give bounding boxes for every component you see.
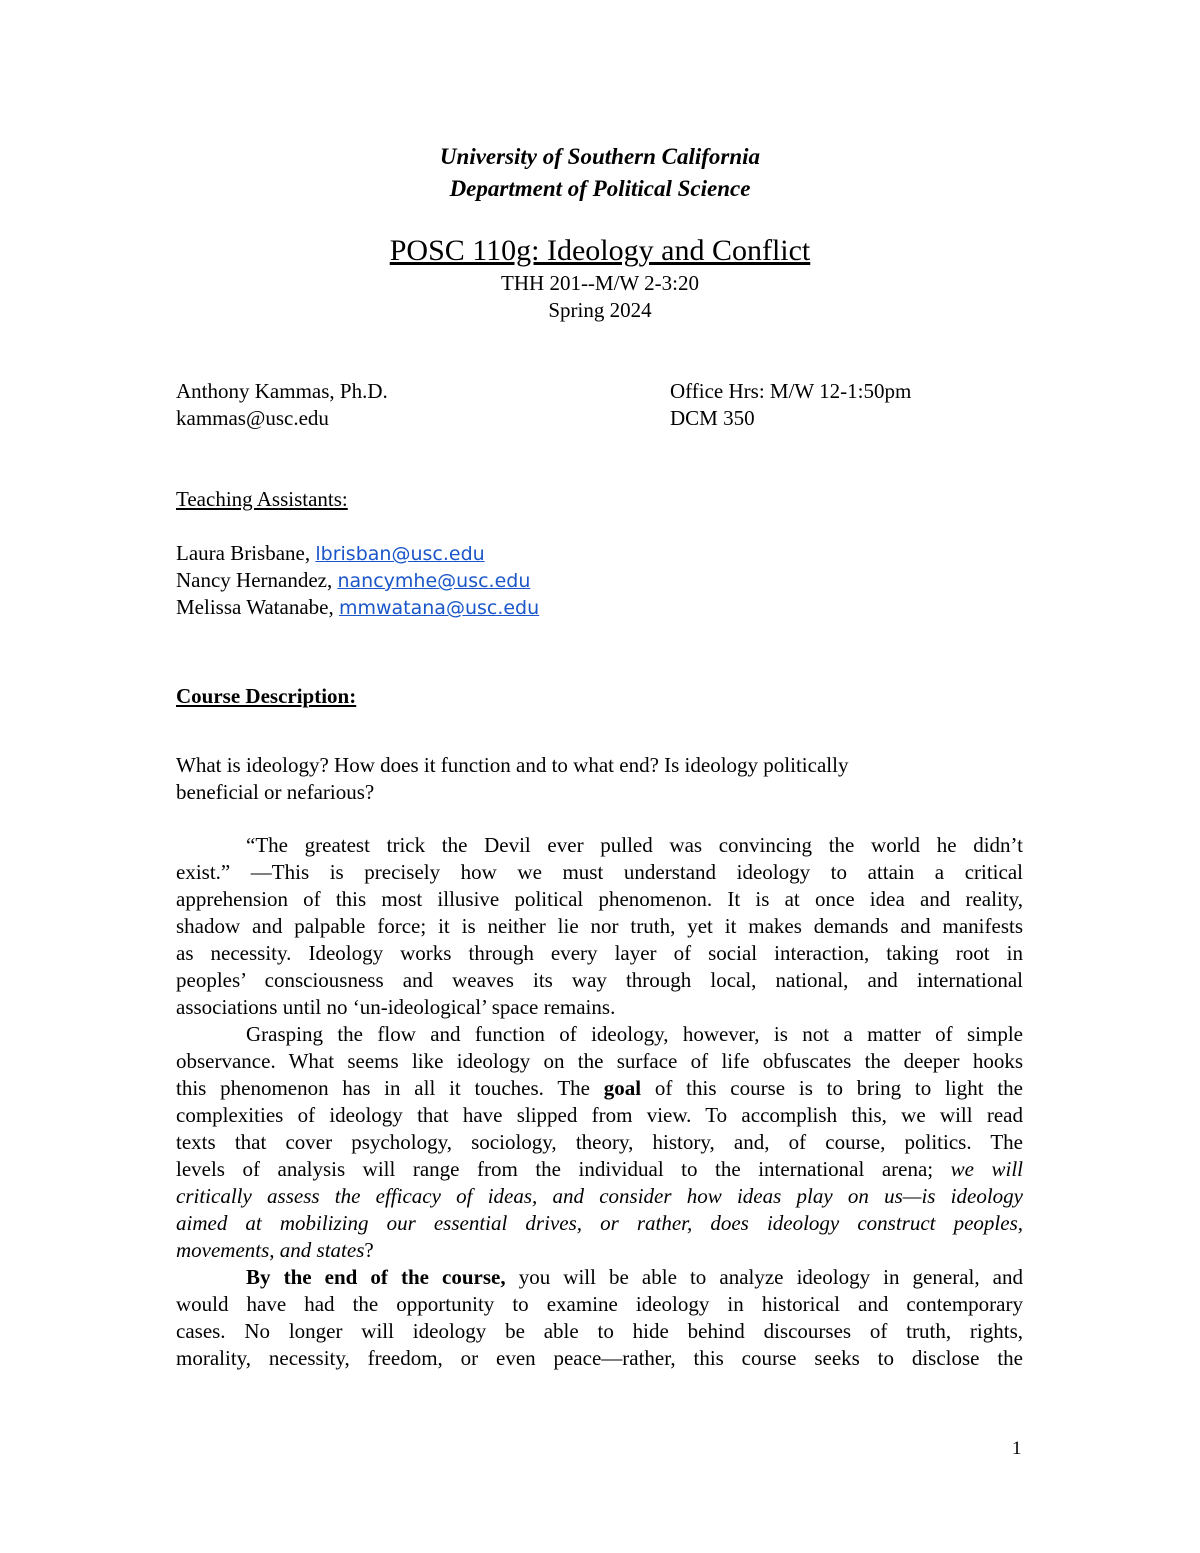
paragraph-line: observance. What seems like ideology on the surface of life obfuscates the deeper hooks <box>176 1049 1023 1073</box>
paragraph-line: cases. No longer will ideology be able to hide behind discourses of truth, rights, <box>176 1319 1023 1343</box>
paragraph-line: peoples’ consciousness and weaves its way through local, national, and international <box>176 968 1023 992</box>
page-number: 1 <box>1012 1438 1022 1459</box>
university-name: University of Southern California <box>439 144 761 169</box>
course-description-heading: Course Description: <box>176 684 357 708</box>
paragraph-line: apprehension of this most illusive political phenomenon. It is at once idea and reality, <box>176 887 1023 911</box>
paragraph-line: would have had the opportunity to examine ideology in historical and contemporary <box>176 1292 1023 1316</box>
paragraph-line: shadow and palpable force; it is neither lie nor truth, yet it makes demands and manifests <box>176 914 1023 938</box>
description-paragraph-1 <box>176 832 1023 1021</box>
italic-emphasis: we will <box>950 1157 1023 1181</box>
office-hours: Office Hrs: M/W 12-1:50pm <box>670 379 912 403</box>
paragraph-line: texts that cover psychology, sociology, theory, history, and, of course, politics. The <box>176 1130 1023 1154</box>
instructor-email: kammas@usc.edu <box>176 406 329 430</box>
ta-item <box>176 595 539 620</box>
description-paragraph-3 <box>176 1264 1023 1372</box>
intro-paragraph <box>176 752 1023 806</box>
paragraph-line: complexities of ideology that have slipped from view. To accomplish this, we will read <box>176 1103 1023 1127</box>
ta-email-link[interactable]: mmwatana@usc.edu <box>338 597 540 619</box>
paragraph-line: Grasping the flow and function of ideology, however, is not a matter of simple <box>246 1022 1023 1046</box>
office-location: DCM 350 <box>670 406 755 430</box>
goal-emphasis: goal <box>603 1076 642 1100</box>
paragraph-line: levels of analysis will range from the individual to the international arena; we will <box>176 1157 1023 1181</box>
ta-email-link[interactable]: nancymhe@usc.edu <box>337 570 531 592</box>
paragraph-line: critically assess the efficacy of ideas, and consider how ideas play on us—is ideology <box>176 1184 1023 1208</box>
ta-item <box>176 541 485 566</box>
end-of-course-emphasis: By the end of the course, <box>246 1265 506 1289</box>
instructor-name: Anthony Kammas, Ph.D. <box>176 379 388 403</box>
course-location-time: THH 201--M/W 2-3:20 <box>501 271 699 295</box>
ta-heading: Teaching Assistants: <box>176 487 348 511</box>
ta-name: Nancy Hernandez, <box>176 568 338 592</box>
paragraph-line: movements, and states? <box>176 1238 374 1262</box>
ta-name: Laura Brisbane, <box>176 541 316 565</box>
ta-item <box>176 568 530 593</box>
course-title: POSC 110g: Ideology and Conflict <box>389 234 811 267</box>
paragraph-line: aimed at mobilizing our essential drives, or rather, does ideology construct peoples, <box>176 1211 1023 1235</box>
ta-email-link[interactable]: lbrisban@usc.edu <box>315 543 485 565</box>
paragraph-line: beneficial or nefarious? <box>176 780 375 804</box>
paragraph-line: associations until no ‘un-ideological’ space remains. <box>176 995 616 1019</box>
paragraph-line: this phenomenon has in all it touches. The goal of this course is to bring to light the <box>176 1076 1023 1100</box>
ta-name: Melissa Watanabe, <box>176 595 339 619</box>
paragraph-line: as necessity. Ideology works through every layer of social interaction, taking root in <box>176 941 1023 965</box>
department-name: Department of Political Science <box>449 176 751 201</box>
course-term: Spring 2024 <box>548 298 652 322</box>
paragraph-line: What is ideology? How does it function and to what end? Is ideology politically <box>176 753 849 777</box>
paragraph-line: “The greatest trick the Devil ever pulled was convincing the world he didn’t <box>246 833 1023 857</box>
paragraph-line: morality, necessity, freedom, or even peace—rather, this course seeks to disclose the <box>176 1346 1023 1370</box>
paragraph-line: exist.” —This is precisely how we must understand ideology to attain a critical <box>176 860 1023 884</box>
description-paragraph-2 <box>176 1021 1023 1264</box>
paragraph-line: By the end of the course, you will be able to analyze ideology in general, and <box>246 1265 1023 1289</box>
